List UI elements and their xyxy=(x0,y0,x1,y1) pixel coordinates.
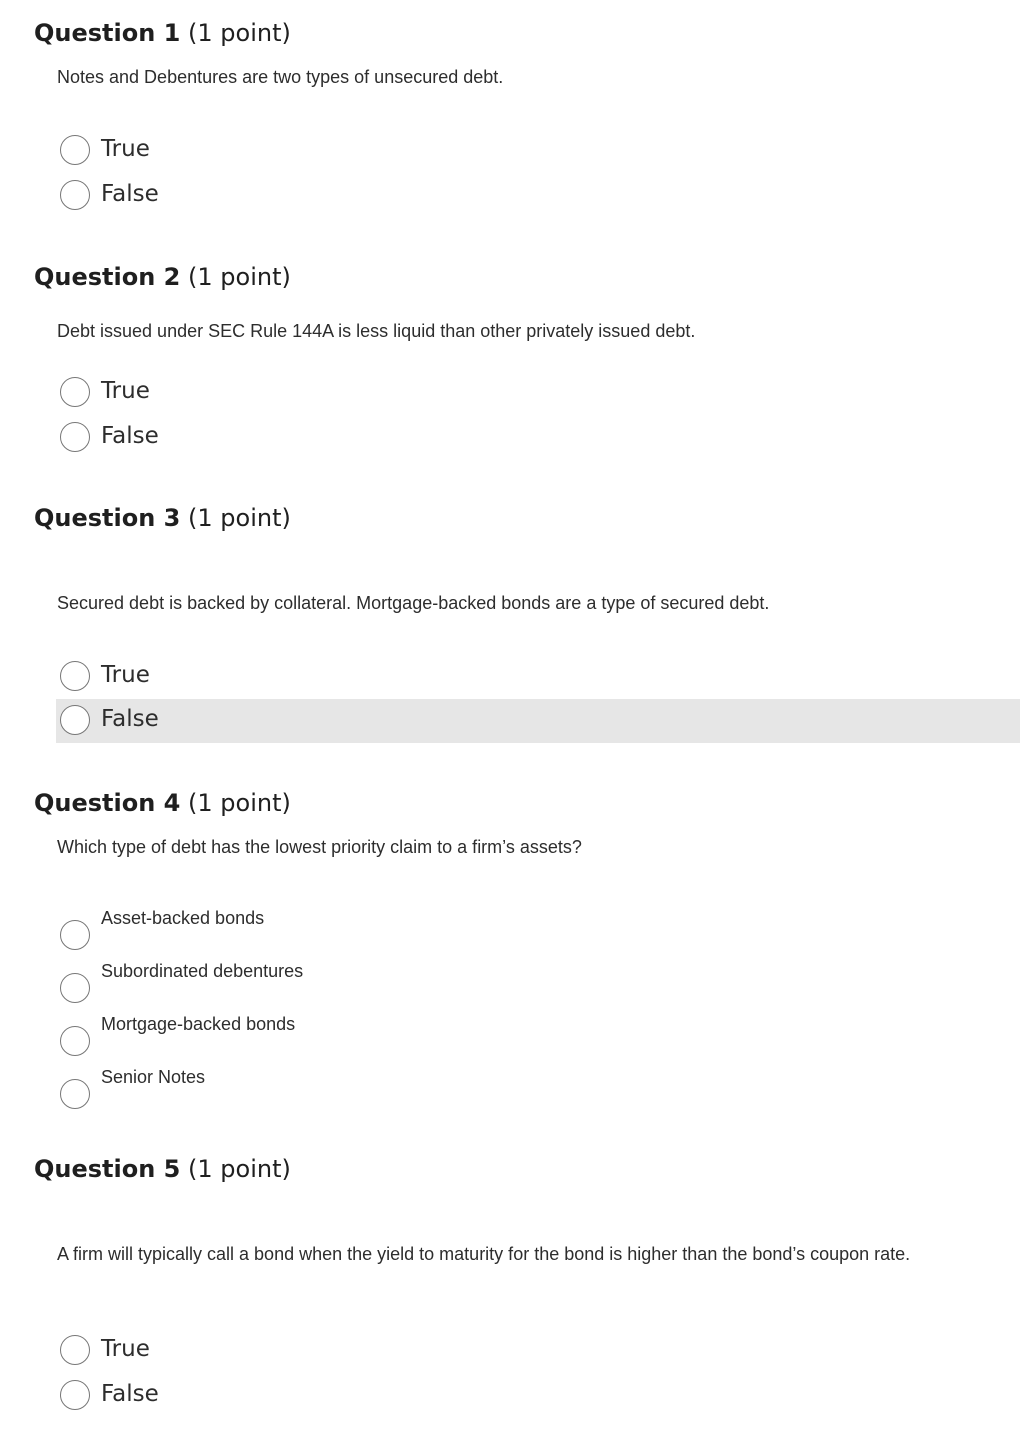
question-5-option-true[interactable] xyxy=(56,1329,1020,1373)
option-label: True xyxy=(101,662,150,688)
radio-button[interactable] xyxy=(60,1079,90,1109)
question-5-title xyxy=(34,1154,291,1184)
radio-button[interactable] xyxy=(60,135,90,165)
radio-button[interactable] xyxy=(60,920,90,950)
question-1-text: Notes and Debentures are two types of unsecured debt. xyxy=(57,67,504,87)
question-1-title xyxy=(34,18,291,48)
radio-button[interactable] xyxy=(60,422,90,452)
question-5-option-false[interactable] xyxy=(56,1374,1020,1418)
question-4-option-senior-notes[interactable] xyxy=(56,1065,1020,1109)
question-1-option-false[interactable] xyxy=(56,174,1020,218)
question-5-points: (1 point) xyxy=(188,1155,291,1183)
radio-button[interactable] xyxy=(60,661,90,691)
question-3-text: Secured debt is backed by collateral. Mortgage-backed bonds are a type of secured debt. xyxy=(57,593,770,613)
option-label: Mortgage-backed bonds xyxy=(101,1014,296,1034)
question-4-option-mortgage-backed-bonds[interactable] xyxy=(56,1012,1020,1056)
question-3-number: Question 3 xyxy=(34,504,181,532)
option-label: Subordinated debentures xyxy=(101,961,304,981)
question-1-number: Question 1 xyxy=(34,19,181,47)
question-1-points: (1 point) xyxy=(188,19,291,47)
question-4-option-asset-backed-bonds[interactable] xyxy=(56,906,1020,950)
question-2-points: (1 point) xyxy=(188,263,291,291)
question-3-option-false[interactable] xyxy=(56,699,1020,743)
option-label: False xyxy=(101,423,159,449)
option-label: True xyxy=(101,1336,150,1362)
question-4-text: Which type of debt has the lowest priority claim to a firm’s assets? xyxy=(57,837,582,857)
question-4-number: Question 4 xyxy=(34,789,181,817)
question-4-points: (1 point) xyxy=(188,789,291,817)
question-2-title xyxy=(34,262,291,292)
option-label: False xyxy=(101,706,159,732)
option-label: Senior Notes xyxy=(101,1067,206,1087)
question-2-number: Question 2 xyxy=(34,263,181,291)
question-2-option-false[interactable] xyxy=(56,416,1020,460)
radio-button[interactable] xyxy=(60,973,90,1003)
question-3-points: (1 point) xyxy=(188,504,291,532)
radio-button[interactable] xyxy=(60,377,90,407)
question-3-title xyxy=(34,503,291,533)
radio-button[interactable] xyxy=(60,180,90,210)
option-label: True xyxy=(101,378,150,404)
question-4-title xyxy=(34,788,291,818)
radio-button[interactable] xyxy=(60,1380,90,1410)
question-4-option-subordinated-debentures[interactable] xyxy=(56,959,1020,1003)
question-3-option-true[interactable] xyxy=(56,655,1020,699)
radio-button[interactable] xyxy=(60,705,90,735)
option-label: False xyxy=(101,1381,159,1407)
question-2-option-true[interactable] xyxy=(56,371,1020,415)
question-2-text: Debt issued under SEC Rule 144A is less liquid than other privately issued debt. xyxy=(57,321,696,341)
radio-button[interactable] xyxy=(60,1335,90,1365)
radio-button[interactable] xyxy=(60,1026,90,1056)
question-5-text: A firm will typically call a bond when the yield to maturity for the bond is higher than the bond’s coupon rate. xyxy=(57,1244,911,1264)
question-5-number: Question 5 xyxy=(34,1155,181,1183)
option-label: True xyxy=(101,136,150,162)
option-label: False xyxy=(101,181,159,207)
question-1-option-true[interactable] xyxy=(56,129,1020,173)
option-label: Asset-backed bonds xyxy=(101,908,265,928)
